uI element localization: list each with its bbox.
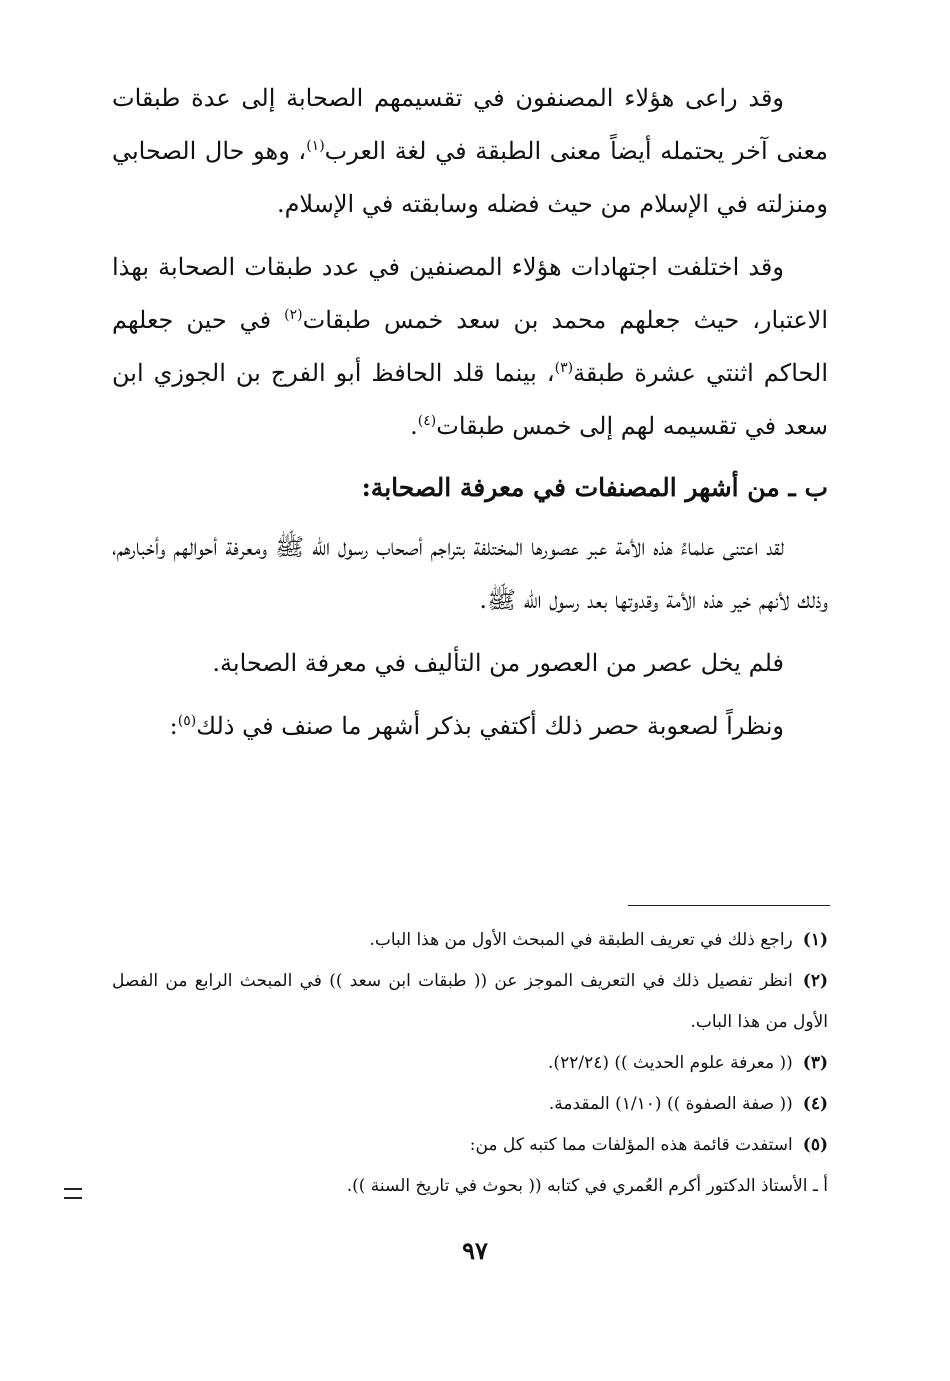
footnote-number: (٢) xyxy=(802,971,828,991)
footnote-number: (٣) xyxy=(802,1053,828,1073)
footnote-number: (٤) xyxy=(802,1094,828,1114)
paragraph-3: لقد اعتنى علماءُ هذه الأمة عبر عصورها المختلفة بتراجم أصحاب رسول الله ﷺ ومعرفة أحوالهم وأخبارهم، وذلك لأنهم خير هذه الأمة وقدوتها بعد رسول الله ﷺ. xyxy=(112,533,828,614)
footnote-ref-1: (١) xyxy=(306,138,325,154)
paragraph-2-text-b: في حين جعلهم الحاكم اثنتي عشرة طبقة xyxy=(112,306,828,387)
footnote-number: (٥) xyxy=(802,1135,828,1155)
footnote-text: (( معرفة علوم الحديث )) (٢٢/٢٤). xyxy=(548,1053,793,1073)
paragraph-5-text: ونظراً لصعوبة حصر ذلك أكتفي بذكر أشهر ما صنف في ذلك xyxy=(196,712,784,740)
margin-mark xyxy=(64,1188,82,1199)
footnote-separator xyxy=(628,905,830,906)
footnote-text: انظر تفصيل ذلك في التعريف الموجز عن (( طبقات ابن سعد )) في المبحث الرابع من الفصل الأول من هذا الباب. xyxy=(112,971,828,1032)
footnote-5-sub-a: أ ـ الأستاذ الدكتور أكرم العُمري في كتابه (( بحوث في تاريخ السنة )). xyxy=(346,1176,828,1196)
footnote-2 xyxy=(112,961,828,1043)
main-text xyxy=(112,72,828,763)
paragraph-1-text: وقد راعى هؤلاء المصنفون في تقسيمهم الصحابة إلى عدة طبقات معنى آخر يحتمله أيضاً معنى الطبقة في لغة العرب xyxy=(112,84,828,165)
footnote-1 xyxy=(112,920,828,961)
footnote-ref-3: (٣) xyxy=(554,360,574,376)
footnote-ref-4: (٤) xyxy=(417,413,437,429)
footnote-text: (( صفة الصفوة )) (١/١٠) المقدمة. xyxy=(548,1094,793,1114)
paragraph-2-text-d: . xyxy=(410,412,418,440)
paragraph-5 xyxy=(112,700,828,753)
section-heading: ب ـ من أشهر المصنفات في معرفة الصحابة: xyxy=(361,473,828,502)
paragraph-4: فلم يخل عصر من العصور من التأليف في معرفة الصحابة. xyxy=(212,649,784,677)
footnote-text: راجع ذلك في تعريف الطبقة في المبحث الأول من هذا الباب. xyxy=(369,930,793,950)
footnote-ref-5: (٥) xyxy=(177,713,197,729)
paragraph-5-tail: : xyxy=(169,712,178,740)
paragraph-2 xyxy=(112,241,828,453)
paragraph-2-text-c: ، بينما قلد الحافظ أبو الفرج بن الجوزي ابن سعد في تقسيمه لهم إلى خمس طبقات xyxy=(112,359,828,440)
paragraph-1-tail: ، وهو حال الصحابي ومنزلته في الإسلام من حيث فضله وسابقته في الإسلام. xyxy=(112,137,828,218)
footnote-text: استفدت قائمة هذه المؤلفات مما كتبه كل من: xyxy=(469,1135,793,1155)
footnote-5 xyxy=(112,1125,828,1166)
footnote-number: (١) xyxy=(802,930,828,950)
footnote-3 xyxy=(112,1043,828,1084)
footnotes xyxy=(112,920,828,1207)
page-number: ٩٧ xyxy=(462,1236,488,1265)
paragraph-1 xyxy=(112,72,828,231)
paragraph-2-text-a: وقد اختلفت اجتهادات هؤلاء المصنفين في عدد طبقات الصحابة بهذا الاعتبار، حيث جعلهم محمد بن سعد خمس طبقات xyxy=(112,253,828,334)
footnote-4 xyxy=(112,1084,828,1125)
footnote-ref-2: (٢) xyxy=(284,307,303,323)
